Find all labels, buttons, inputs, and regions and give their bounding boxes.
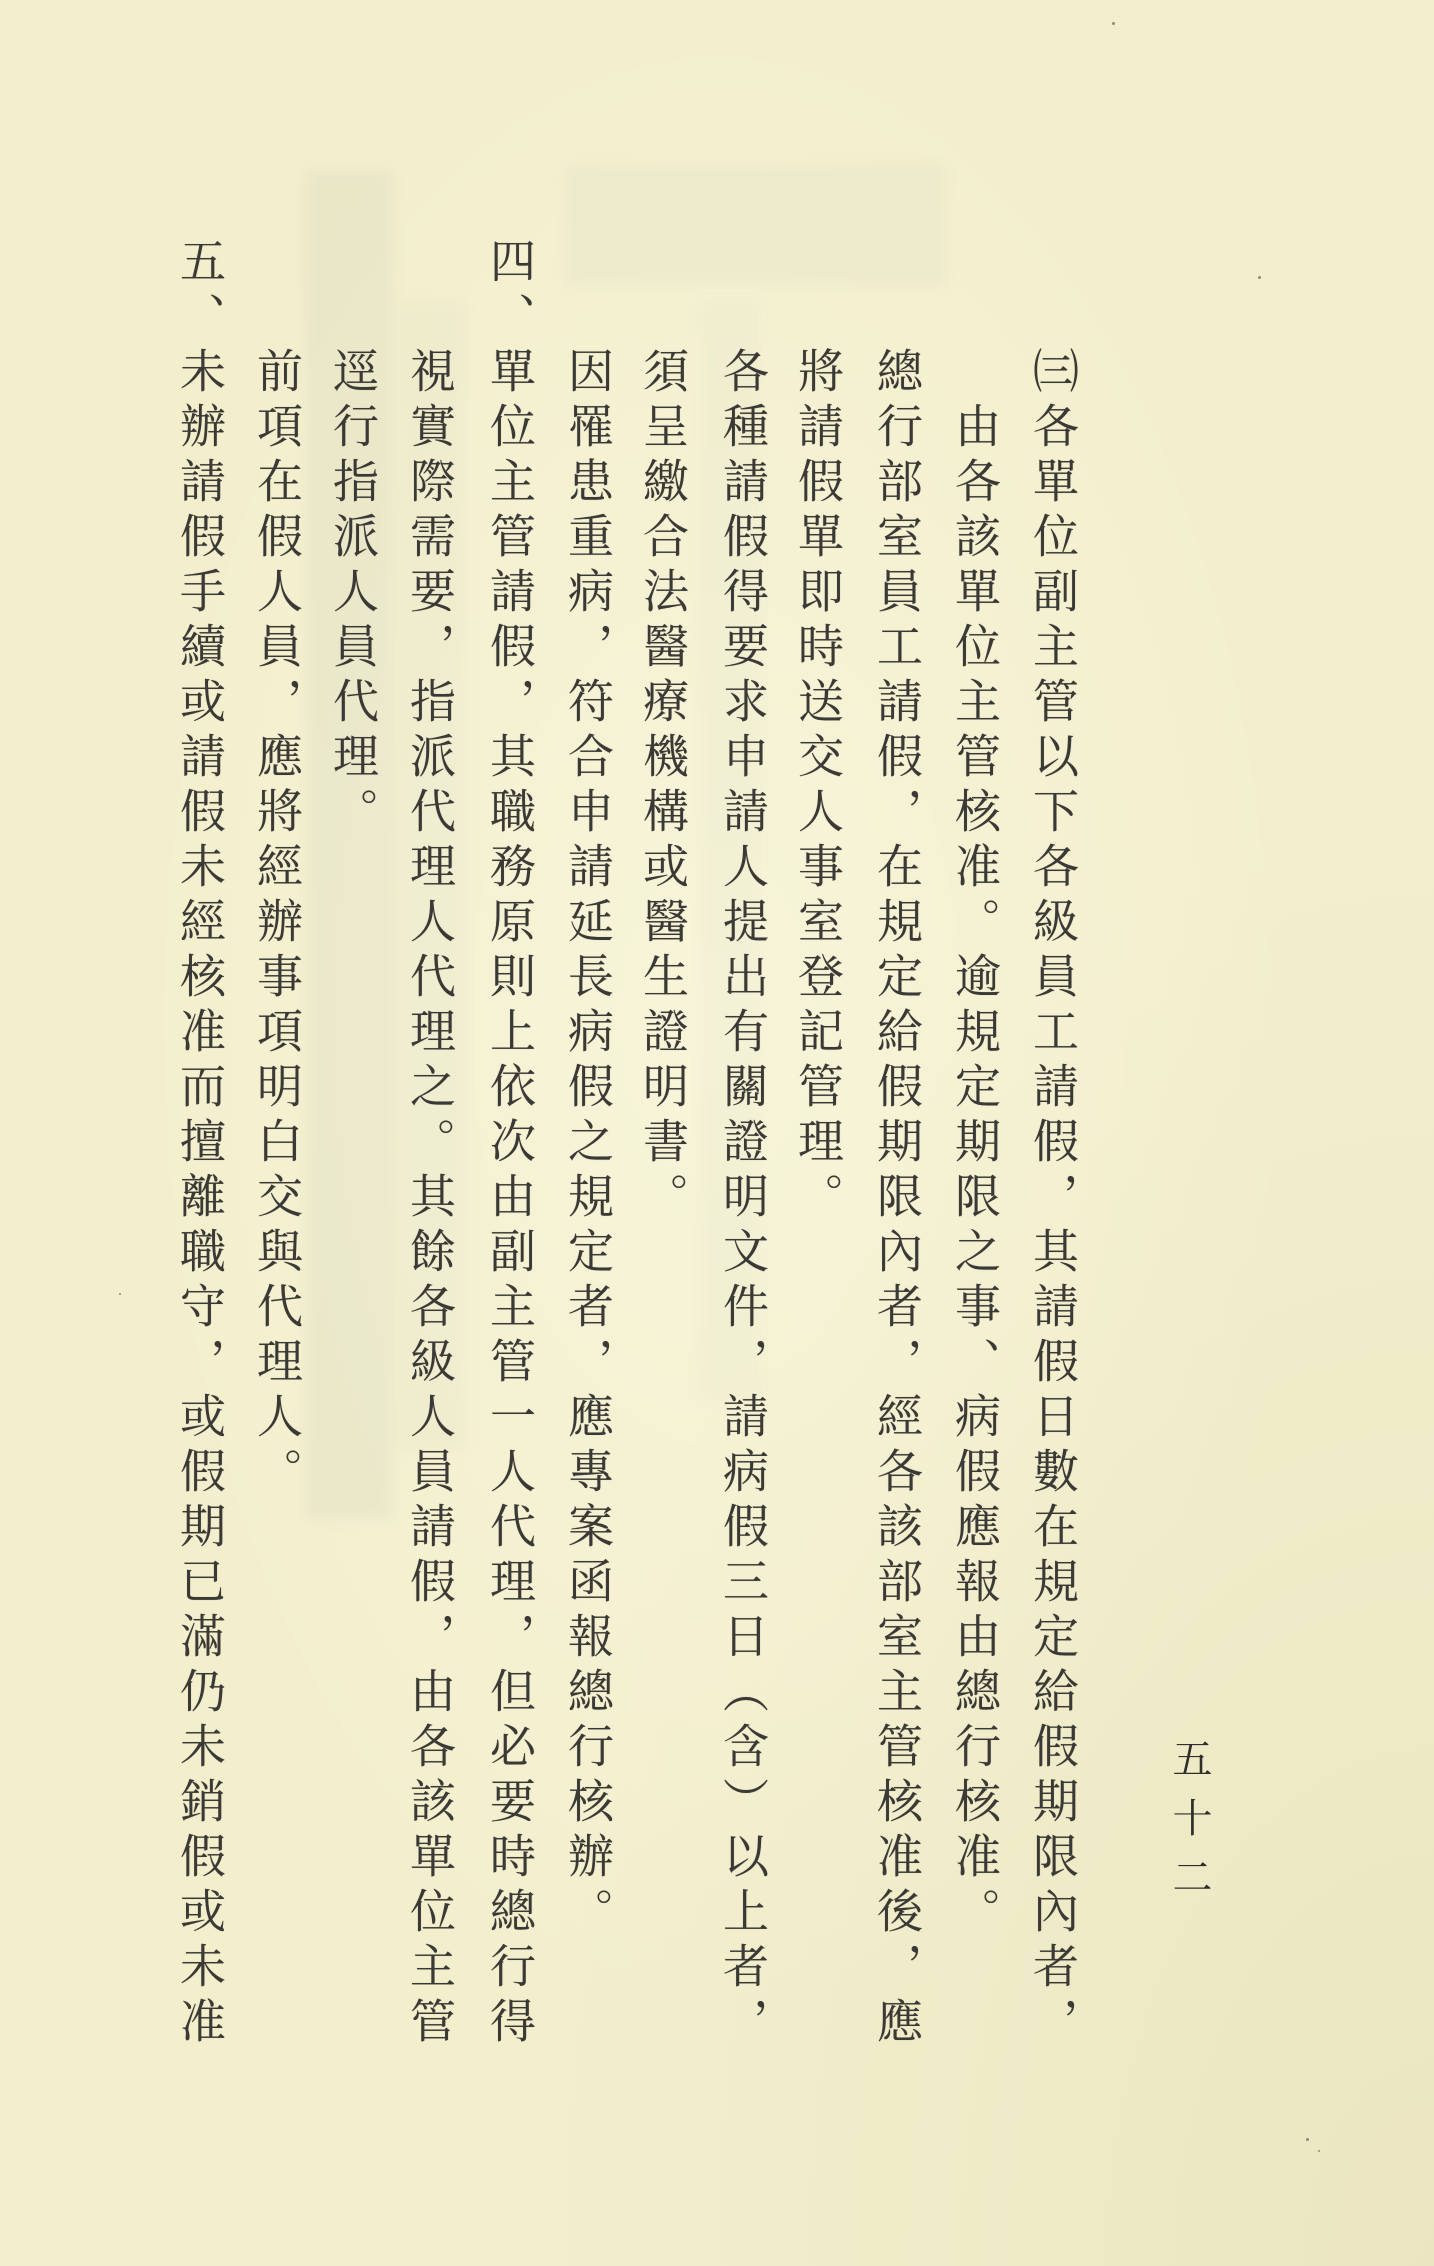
- text-line: 須呈繳合法醫療機構或醫生證明書。: [636, 347, 690, 1227]
- text-line: 逕行指派人員代理。: [326, 347, 380, 842]
- text-line-item-4: 四、單位主管請假，其職務原則上依次由副主管一人代理，但必要時總行得: [483, 237, 537, 2052]
- page-number: 五十二: [1166, 1738, 1212, 1915]
- paper-speck: [1112, 22, 1115, 25]
- text-line-item-3: ㈢各單位副主管以下各級員工請假，其請假日數在規定給假期限內者，: [1026, 347, 1080, 2052]
- paper-speck: [1258, 276, 1261, 279]
- text-line: 前項在假人員，應將經辦事項明白交與代理人。: [250, 347, 304, 1502]
- text-line: 因罹患重病，符合申請延長病假之規定者，應專案函報總行核辦。: [561, 347, 615, 1942]
- text-line: 視實際需要，指派代理人代理之。其餘各級人員請假，由各該單位主管: [403, 347, 457, 2052]
- paper-speck: [1318, 2150, 1320, 2152]
- paper-speck: [1306, 2138, 1309, 2141]
- show-through-shadow: [565, 165, 945, 285]
- text-line: 由各該單位主管核准。逾規定期限之事、病假應報由總行核准。: [948, 402, 1002, 1942]
- text-line-item-5: 五、未辦請假手續或請假未經核准而擅離職守，或假期已滿仍未銷假或未准: [173, 237, 227, 2052]
- text-line: 各種請假得要求申請人提出有關證明文件，請病假三日（含）以上者，: [716, 347, 770, 2052]
- text-line: 總行部室員工請假，在規定給假期限內者，經各該部室主管核准後，應: [870, 347, 924, 2052]
- text-line: 將請假單即時送交人事室登記管理。: [791, 347, 845, 1227]
- paper-speck: [119, 1293, 121, 1295]
